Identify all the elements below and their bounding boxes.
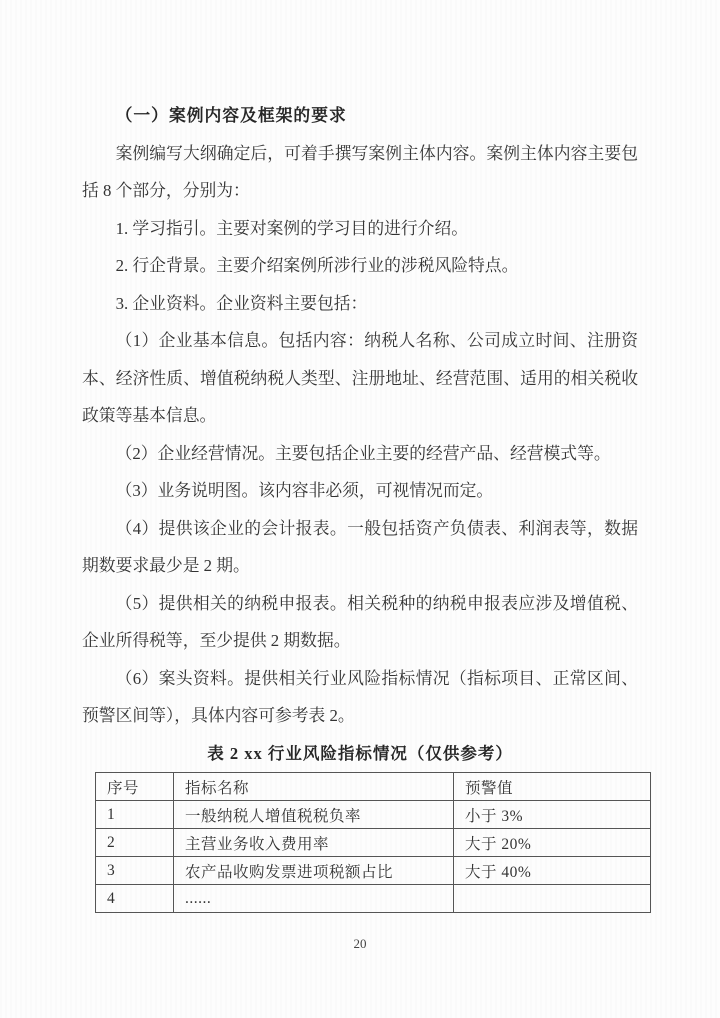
paragraph-sub-5: （5）提供相关的纳税申报表。相关税种的纳税申报表应涉及增值税、企业所得税等，至少提供 2 期数据。 bbox=[82, 593, 638, 650]
cell-seq: 1 bbox=[96, 801, 174, 829]
cell-threshold bbox=[454, 885, 651, 913]
paragraph-sub-4: （4）提供该企业的会计报表。一般包括资产负债表、利润表等，数据期数要求最少是 2 期。 bbox=[82, 518, 638, 575]
paragraph-item-2: 2. 行企背景。主要介绍案例所涉行业的涉税风险特点。 bbox=[115, 256, 519, 275]
cell-indicator: 一般纳税人增值税税负率 bbox=[174, 801, 454, 829]
table-row bbox=[96, 885, 651, 913]
paragraph-overview: 案例编写大纲确定后，可着手撰写案例主体内容。案例主体内容主要包括 8 个部分，分别为： bbox=[82, 143, 638, 200]
cell-indicator: ...... bbox=[174, 885, 454, 913]
risk-indicator-table bbox=[95, 772, 651, 913]
table-row bbox=[96, 857, 651, 885]
cell-threshold: 大于 40% bbox=[454, 857, 651, 885]
paragraph-item-1: 1. 学习指引。主要对案例的学习目的进行介绍。 bbox=[115, 218, 469, 238]
cell-threshold: 大于 20% bbox=[454, 829, 651, 857]
paragraph-sub-3: （3）业务说明图。该内容非必须，可视情况而定。 bbox=[115, 481, 494, 500]
document-content bbox=[82, 97, 638, 913]
cell-threshold: 小于 3% bbox=[454, 801, 651, 829]
paragraph-sub-2: （2）企业经营情况。主要包括企业主要的经营产品、经营模式等。 bbox=[115, 443, 611, 463]
cell-seq: 4 bbox=[96, 885, 174, 913]
paragraph-sub-6: （6）案头资料。提供相关行业风险指标情况（指标项目、正常区间、预警区间等），具体内容可参考表 2。 bbox=[82, 668, 638, 725]
table-row bbox=[96, 829, 651, 857]
cell-seq: 2 bbox=[96, 829, 174, 857]
table-header-指标名称: 指标名称 bbox=[174, 773, 454, 801]
table-header-row bbox=[96, 773, 651, 801]
section-heading: （一）案例内容及框架的要求 bbox=[115, 106, 347, 125]
cell-indicator: 主营业务收入费用率 bbox=[174, 829, 454, 857]
table-header-序号: 序号 bbox=[96, 773, 174, 801]
table-caption: 表 2 xx 行业风险指标情况（仅供参考） bbox=[207, 743, 513, 763]
page-number: 20 bbox=[353, 936, 367, 951]
table-header-预警值: 预警值 bbox=[454, 773, 651, 801]
cell-seq: 3 bbox=[96, 857, 174, 885]
paragraph-item-3: 3. 企业资料。企业资料主要包括： bbox=[115, 293, 368, 313]
table-row bbox=[96, 801, 651, 829]
cell-indicator: 农产品收购发票进项税额占比 bbox=[174, 857, 454, 885]
paragraph-sub-1: （1）企业基本信息。包括内容：纳税人名称、公司成立时间、注册资本、经济性质、增值税纳税人类型、注册地址、经营范围、适用的相关税收政策等基本信息。 bbox=[82, 331, 638, 425]
